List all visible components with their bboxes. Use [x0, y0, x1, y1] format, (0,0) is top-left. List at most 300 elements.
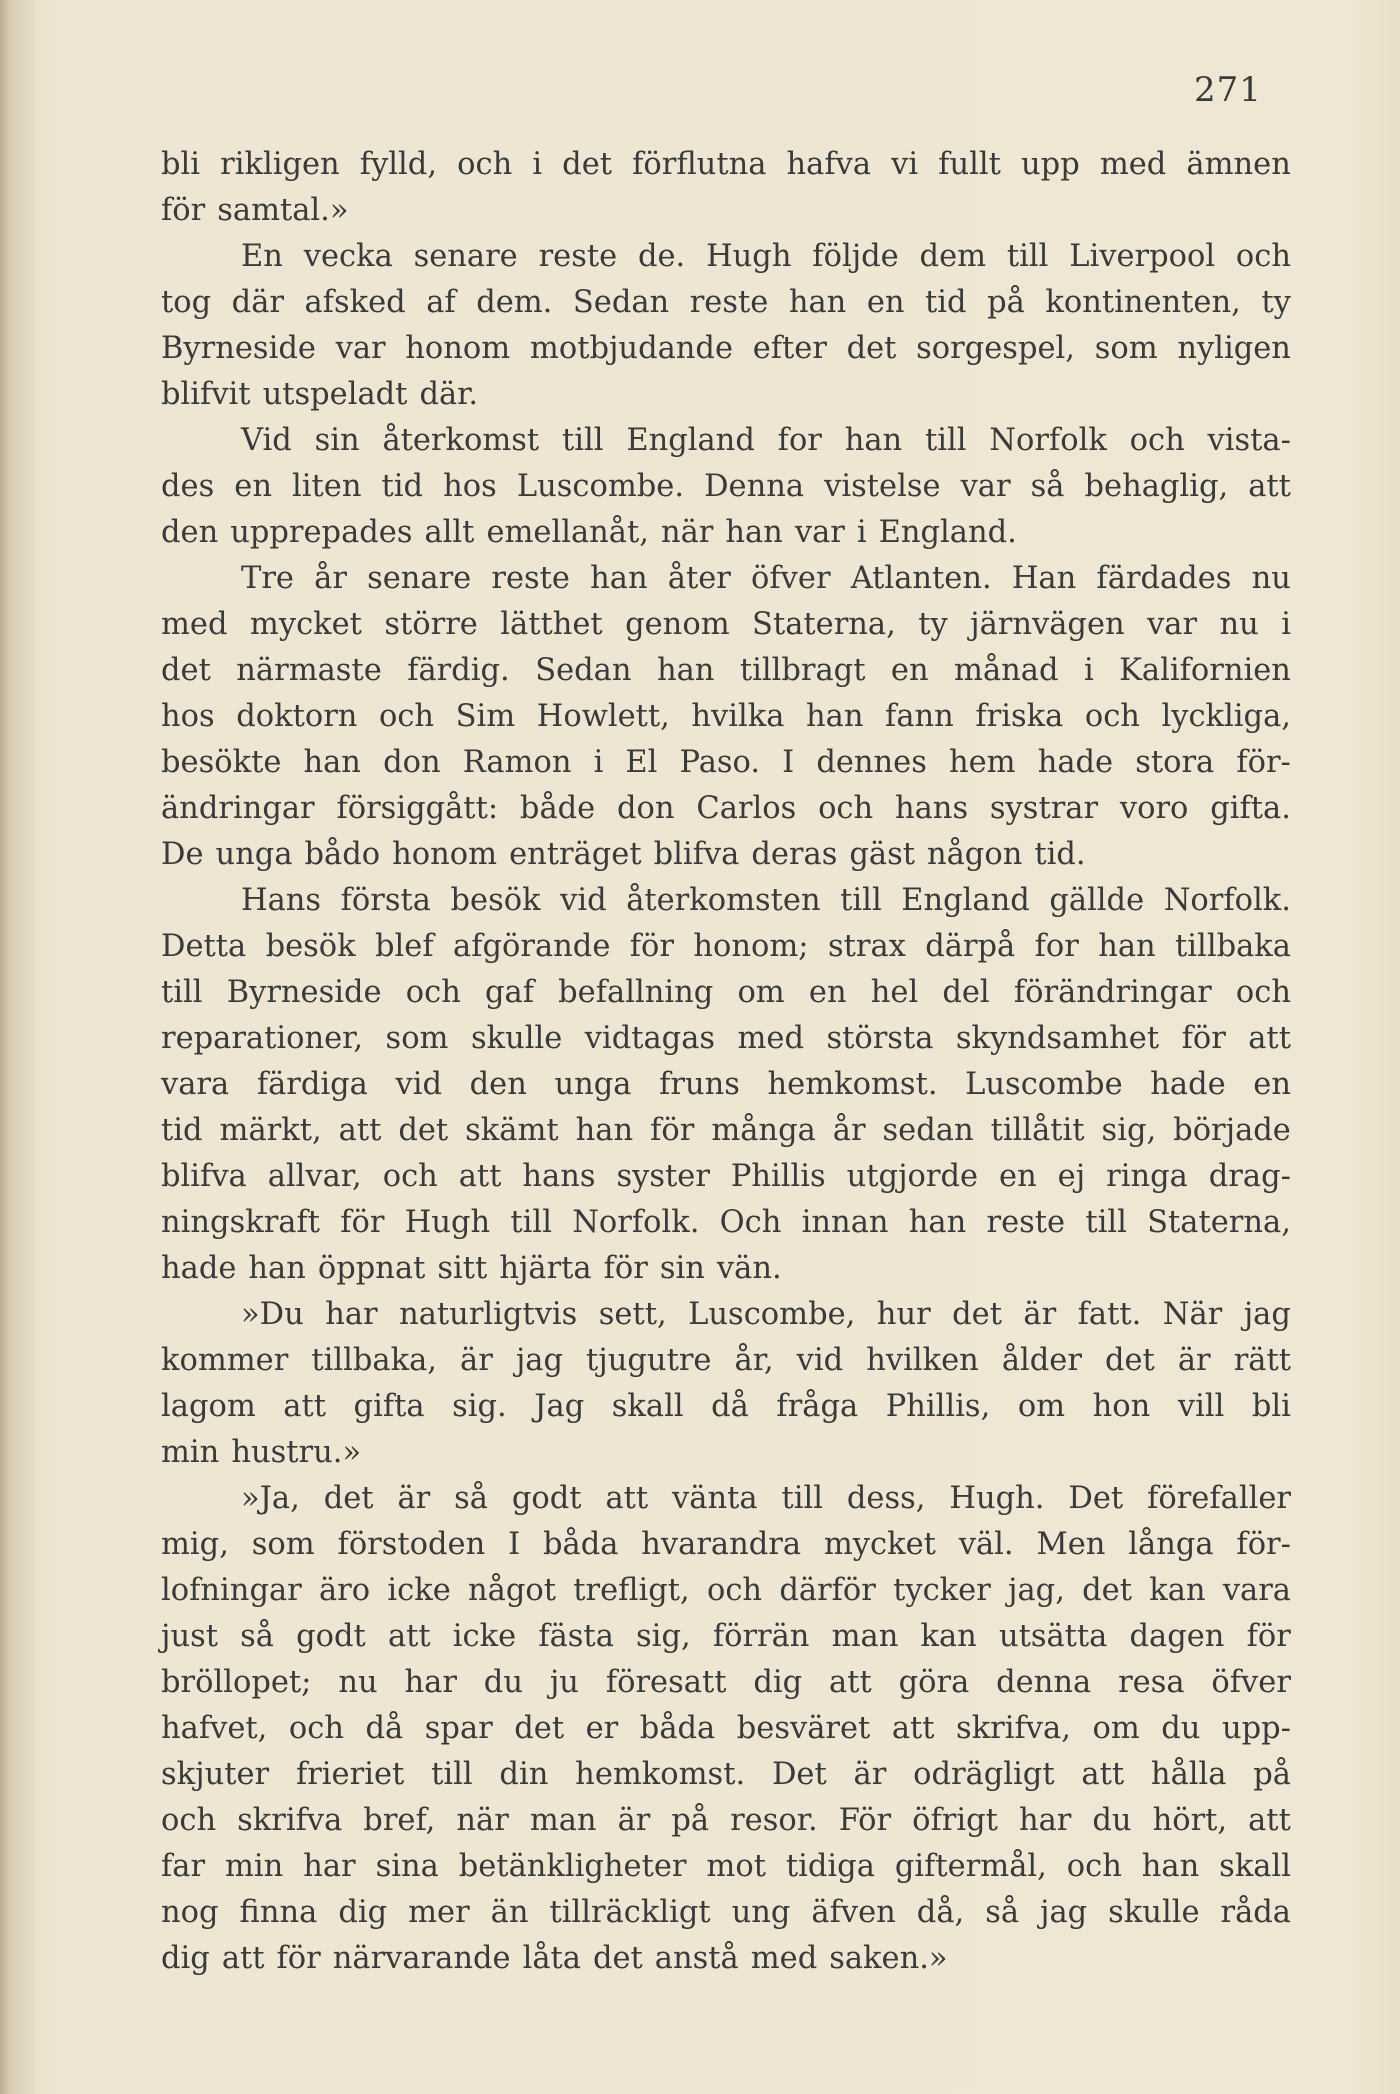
word: vistelse	[824, 469, 941, 504]
text-line	[161, 1752, 1291, 1798]
word: Sedan	[535, 653, 632, 688]
word: han	[844, 423, 903, 458]
word: nu	[1251, 561, 1291, 596]
word: med	[750, 1941, 818, 1976]
word: afgörande	[453, 929, 611, 964]
word: och	[1066, 1849, 1122, 1884]
word: utgjorde	[846, 1159, 979, 1194]
word: för	[629, 929, 674, 964]
word: resor.	[730, 1803, 818, 1838]
word: mer	[408, 1895, 470, 1930]
word: göra	[898, 1665, 970, 1700]
word: sig.	[452, 1389, 507, 1424]
word: mycket	[249, 607, 362, 642]
word: emellanåt,	[486, 515, 649, 550]
word: fästa	[538, 1619, 614, 1654]
word: innan	[801, 1205, 889, 1240]
word: fann	[885, 699, 954, 734]
word: bref,	[363, 1803, 436, 1838]
word: behaglig,	[1084, 469, 1229, 504]
word: och	[457, 147, 513, 182]
word: upprepades	[230, 515, 413, 550]
word: en	[1253, 1067, 1291, 1102]
word: fråga	[776, 1389, 859, 1424]
text-line	[161, 1246, 1291, 1292]
word: Sedan	[572, 285, 670, 320]
word: vecka	[303, 239, 393, 274]
word: resa	[1118, 1665, 1185, 1700]
text-line	[161, 1016, 1291, 1062]
word: fullt	[938, 147, 1001, 182]
word: större	[384, 607, 478, 642]
word: vän.	[716, 1251, 782, 1286]
word: blef	[375, 929, 434, 964]
word: »Ja,	[241, 1481, 300, 1516]
word: dig	[753, 1665, 803, 1700]
word: Det	[771, 1757, 827, 1792]
word: anstå	[654, 1941, 739, 1976]
word: något	[468, 1573, 556, 1608]
word: hade	[1150, 1067, 1226, 1102]
word: finna	[239, 1895, 318, 1930]
word: han	[788, 285, 847, 320]
word: Ramon	[462, 745, 572, 780]
word: att	[1248, 469, 1291, 504]
word: att	[829, 1665, 872, 1700]
word: när	[660, 515, 714, 550]
word: honom	[392, 837, 498, 872]
word: det	[1082, 1573, 1132, 1608]
word: så	[454, 1481, 488, 1516]
word: I	[508, 1527, 521, 1562]
word: än	[490, 1895, 529, 1930]
word: ty	[918, 607, 948, 642]
word: med	[1099, 147, 1167, 182]
word: don	[617, 791, 675, 826]
word: vara	[1222, 1573, 1291, 1608]
word: Norfolk.	[1163, 883, 1291, 918]
word: låta	[522, 1941, 581, 1976]
word: hvarandra	[641, 1527, 802, 1562]
word: det	[514, 1711, 565, 1746]
word: vänta	[672, 1481, 758, 1516]
text-line	[161, 1062, 1291, 1108]
word: jag	[515, 1343, 563, 1378]
word: hade	[1037, 745, 1114, 780]
word: om	[1092, 1711, 1140, 1746]
word: och	[288, 1711, 344, 1746]
word: det	[323, 1481, 374, 1516]
word: upp-	[1221, 1711, 1291, 1746]
word: min	[224, 1849, 284, 1884]
text-line	[161, 602, 1291, 648]
word: förrän	[712, 1619, 810, 1654]
word: systrar	[989, 791, 1099, 826]
word: doktorn	[236, 699, 358, 734]
word: mig,	[161, 1527, 229, 1562]
word: om	[1017, 1389, 1066, 1424]
word: var	[960, 469, 1011, 504]
word: det	[592, 1941, 643, 1976]
word: for	[1034, 929, 1079, 964]
word: tid.	[1034, 837, 1086, 872]
text-line	[161, 1108, 1291, 1154]
word: på	[671, 1803, 710, 1838]
word: din	[499, 1757, 549, 1792]
word: och	[382, 1159, 438, 1194]
word: för-	[1236, 745, 1291, 780]
word: i	[1083, 653, 1094, 688]
word: hem	[948, 745, 1016, 780]
word: Atlanten.	[850, 561, 992, 596]
word: des	[161, 469, 215, 504]
word: där.	[419, 377, 479, 412]
word: Byrneside	[226, 975, 382, 1010]
word: att	[1248, 1021, 1291, 1056]
word: vi	[891, 147, 919, 182]
word: Hans	[241, 883, 322, 918]
word: han	[806, 699, 864, 734]
word: är	[617, 1803, 651, 1838]
word: då	[365, 1711, 404, 1746]
word: en	[866, 285, 905, 320]
word: syster	[616, 1159, 710, 1194]
word: trefligt,	[573, 1573, 690, 1608]
text-line	[161, 694, 1291, 740]
word: är	[853, 1757, 887, 1792]
word: skulle	[1108, 1895, 1200, 1930]
word: han	[656, 653, 715, 688]
word: giftermål,	[894, 1849, 1047, 1884]
word: hört,	[1152, 1803, 1228, 1838]
word: De	[161, 837, 204, 872]
word: förstoden	[337, 1527, 486, 1562]
word: i	[856, 515, 867, 550]
word: år	[832, 1113, 866, 1148]
text-line	[161, 1706, 1291, 1752]
text-line	[161, 924, 1291, 970]
word: ålder	[1001, 1343, 1082, 1378]
word: att	[338, 1113, 382, 1148]
word: Hugh	[404, 1205, 491, 1240]
word: vid	[395, 1067, 442, 1102]
word: mycket	[823, 1527, 936, 1562]
word: till	[924, 423, 967, 458]
word: började	[1173, 1113, 1291, 1148]
word: reste	[538, 239, 618, 274]
text-line	[161, 1200, 1291, 1246]
word: för-	[1236, 1527, 1291, 1562]
word: England	[901, 883, 1030, 918]
word: nu	[1219, 607, 1259, 642]
word: Howlett,	[536, 699, 670, 734]
word: hans	[522, 1159, 596, 1194]
word: det	[846, 331, 897, 366]
word: du	[1092, 1803, 1132, 1838]
word: återkomsten	[626, 883, 821, 918]
word: som	[251, 1527, 315, 1562]
word: nu	[338, 1665, 378, 1700]
word: skrifva,	[956, 1711, 1071, 1746]
word: del	[942, 975, 990, 1010]
word: Jag	[534, 1389, 585, 1424]
word: hvilka	[691, 699, 785, 734]
word: i	[593, 745, 604, 780]
word: besökte	[161, 745, 282, 780]
word: af	[426, 285, 456, 320]
word: besväret	[736, 1711, 871, 1746]
word: efter	[752, 331, 827, 366]
text-line	[161, 832, 1291, 878]
word: i	[1281, 607, 1291, 642]
word: öppnat	[317, 1251, 426, 1286]
word: nog	[161, 1895, 219, 1930]
word: skyndsamhet	[955, 1021, 1160, 1056]
word: besök	[450, 883, 541, 918]
word: du	[1161, 1711, 1201, 1746]
text-line	[161, 372, 1291, 418]
word: hjärta	[499, 1251, 592, 1286]
word: Liverpool	[1069, 239, 1216, 274]
text-line	[161, 1890, 1291, 1936]
word: så	[1030, 469, 1065, 504]
word: var	[794, 515, 845, 550]
word: att	[1081, 1757, 1125, 1792]
word: var	[1147, 607, 1198, 642]
word: månad	[954, 653, 1059, 688]
word: sett,	[598, 1297, 667, 1332]
word: allt	[424, 515, 475, 550]
word: hålla	[1150, 1757, 1227, 1792]
word: sig,	[1101, 1113, 1157, 1148]
word: vill	[1177, 1389, 1225, 1424]
word: kommer	[161, 1343, 289, 1378]
word: och	[1235, 239, 1291, 274]
word: med	[737, 1021, 804, 1056]
word: besök	[265, 929, 356, 964]
word: tillbaka	[1175, 929, 1291, 964]
word: För	[838, 1803, 892, 1838]
word: därpå	[925, 929, 1016, 964]
word: Norfolk	[989, 423, 1107, 458]
word: och	[1235, 975, 1291, 1010]
page-binding-edge	[0, 0, 36, 2094]
text-line	[161, 1476, 1291, 1522]
word: ty	[1261, 285, 1291, 320]
word: år	[314, 561, 347, 596]
word: blifva	[653, 837, 740, 872]
word: jag	[1040, 1895, 1088, 1930]
word: skall	[1219, 1849, 1291, 1884]
word: skämt	[465, 1113, 559, 1148]
word: reste	[689, 285, 769, 320]
word: sitt	[437, 1251, 488, 1286]
word: Luscombe.	[516, 469, 685, 504]
word: Luscombe,	[688, 1297, 856, 1332]
word: bli	[1251, 1389, 1291, 1424]
word: följde	[812, 239, 899, 274]
word: voro	[1119, 791, 1189, 826]
word: närmaste	[236, 653, 382, 688]
word: Vid	[241, 423, 292, 458]
word: El	[625, 745, 658, 780]
word: gifta.	[1210, 791, 1291, 826]
word: vid	[796, 1343, 844, 1378]
word: för	[276, 1941, 321, 1976]
word: tid	[161, 1113, 203, 1148]
word: han	[575, 1113, 634, 1148]
word: denna	[996, 1665, 1092, 1700]
word: ej	[1057, 1159, 1086, 1194]
word: drag-	[1208, 1159, 1291, 1194]
word: sedan	[882, 1113, 974, 1148]
word: första	[340, 883, 431, 918]
word: dig	[338, 1895, 388, 1930]
word: väl.	[958, 1527, 1014, 1562]
word: hon	[1092, 1389, 1151, 1424]
word: sin	[659, 1251, 705, 1286]
word: hafva	[786, 147, 872, 182]
word: är	[460, 1343, 493, 1378]
word: det	[1104, 1343, 1155, 1378]
word: till	[510, 1205, 552, 1240]
word: båda	[543, 1527, 619, 1562]
text-line	[161, 510, 1291, 556]
word: tillbaka,	[311, 1343, 437, 1378]
word: honom;	[693, 929, 809, 964]
word: icke	[387, 1573, 451, 1608]
word: betänkligheter	[458, 1849, 687, 1884]
word: Staterna,	[1147, 1205, 1291, 1240]
word: har	[325, 1297, 378, 1332]
word: Detta	[161, 929, 247, 964]
word: tillräckligt	[549, 1895, 711, 1930]
word: han	[248, 1251, 306, 1286]
word: strax	[827, 929, 906, 964]
word: samtal.»	[217, 193, 349, 228]
word: kan	[920, 1619, 977, 1654]
word: Tre	[241, 561, 294, 596]
word: det	[161, 653, 211, 688]
word: skrifva	[237, 1803, 343, 1838]
word: vista-	[1207, 423, 1291, 458]
word: med	[161, 607, 228, 642]
word: färdades	[1096, 561, 1232, 596]
word: närvarande	[332, 1941, 511, 1976]
word: att	[891, 1711, 935, 1746]
word: någon	[926, 837, 1023, 872]
word: ringa	[1106, 1159, 1188, 1194]
word: vara	[161, 1067, 230, 1102]
word: öfrigt	[912, 1803, 998, 1838]
text-line	[161, 326, 1291, 372]
word: hvilken	[866, 1343, 979, 1378]
word: gäst	[849, 837, 915, 872]
word: till	[431, 1757, 473, 1792]
word: den	[469, 1067, 527, 1102]
word: att	[387, 1619, 431, 1654]
word: Och	[719, 1205, 782, 1240]
word: ändringar	[161, 791, 315, 826]
word: till	[161, 975, 203, 1010]
word: rätt	[1233, 1343, 1291, 1378]
word: unga	[215, 837, 293, 872]
word: friska	[975, 699, 1064, 734]
word: till	[840, 883, 882, 918]
text-line	[161, 142, 1291, 188]
word: gaf	[485, 975, 534, 1010]
text-line	[161, 418, 1291, 464]
word: bådo	[304, 837, 381, 872]
word: bröllopet;	[161, 1665, 312, 1700]
word: han	[303, 745, 361, 780]
word: er	[585, 1711, 619, 1746]
word: saken.»	[829, 1941, 948, 1976]
word: du	[483, 1665, 523, 1700]
word: Phillis,	[885, 1389, 991, 1424]
word: att	[458, 1159, 502, 1194]
word: där	[231, 285, 284, 320]
word: rikligen	[220, 147, 340, 182]
word: hur	[876, 1297, 931, 1332]
word: lyckliga,	[1161, 699, 1291, 734]
word: reste	[491, 561, 570, 596]
word: och	[1129, 423, 1185, 458]
word: tillbragt	[739, 653, 866, 688]
word: godt	[511, 1481, 582, 1516]
text-line	[161, 970, 1291, 1016]
word: fatt.	[1077, 1297, 1142, 1332]
word: hos	[443, 469, 497, 504]
word: hustru.»	[231, 1435, 362, 1470]
word: förefaller	[1147, 1481, 1291, 1516]
word: godt	[296, 1619, 366, 1654]
text-line	[161, 1338, 1291, 1384]
word: har	[1018, 1803, 1072, 1838]
word: icke	[452, 1619, 517, 1654]
text-line	[161, 878, 1291, 924]
word: gällde	[1049, 883, 1145, 918]
word: så	[985, 1895, 1020, 1930]
word: dem	[919, 239, 987, 274]
word: Byrneside	[161, 331, 316, 366]
word: skjuter	[161, 1757, 270, 1792]
word: för	[1181, 1021, 1226, 1056]
word: råda	[1220, 1895, 1291, 1930]
word: bli	[161, 147, 201, 182]
word: skall	[611, 1389, 684, 1424]
word: öfver	[751, 561, 831, 596]
word: Staterna,	[752, 607, 896, 642]
word: färdig.	[407, 653, 510, 688]
word: och	[405, 975, 461, 1010]
word: dennes	[816, 745, 927, 780]
text-line	[161, 1522, 1291, 1568]
text-line	[161, 1936, 1291, 1982]
word: senare	[413, 239, 518, 274]
word: då	[711, 1389, 749, 1424]
word: England.	[878, 515, 1017, 550]
word: när	[456, 1803, 509, 1838]
text-line	[161, 280, 1291, 326]
text-line	[161, 1660, 1291, 1706]
word: det	[952, 1297, 1002, 1332]
word: stora	[1135, 745, 1215, 780]
word: till	[781, 1481, 823, 1516]
word: Norfolk.	[572, 1205, 700, 1240]
word: enträget	[509, 837, 642, 872]
word: märkt,	[219, 1113, 322, 1148]
